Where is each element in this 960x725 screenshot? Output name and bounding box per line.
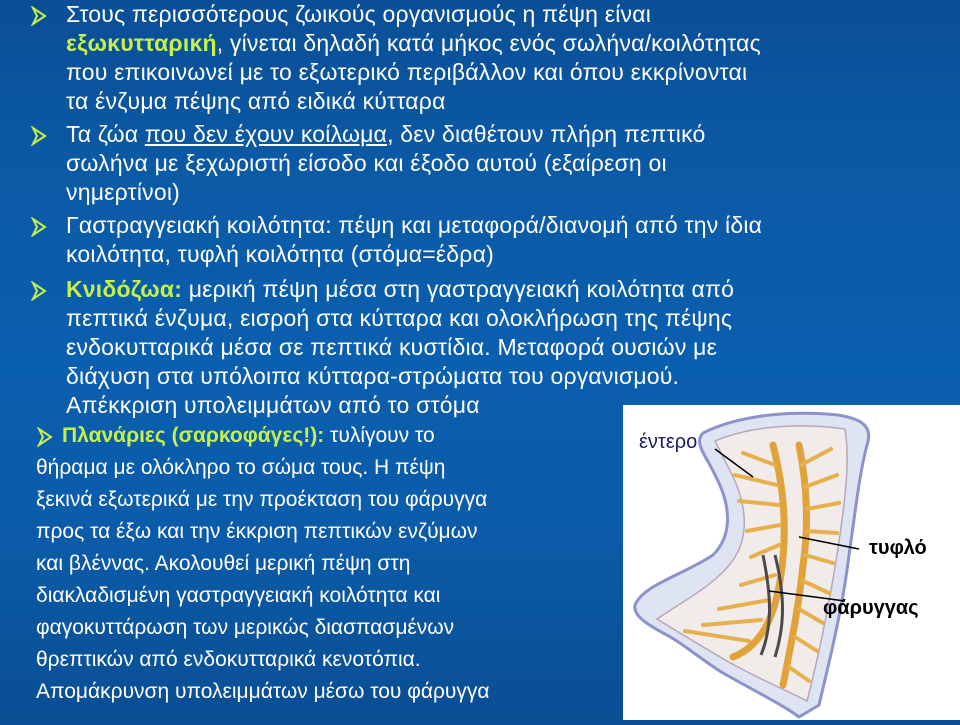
text-line: διακλαδισμένη γαστραγγειακή κοιλότητα και bbox=[36, 584, 441, 607]
text-line: θήραμα με ολόκληρο το σώμα τους. Η πέψη bbox=[36, 456, 446, 479]
text-line: Απέκκριση υπολειμμάτων από το στόμα bbox=[66, 392, 480, 418]
text-line: Κνιδόζωα: μερική πέψη μέσα στη γαστραγγειακή κοιλότητα από bbox=[66, 276, 735, 302]
arrow-bullet-icon bbox=[30, 217, 48, 237]
text-line: προς τα έξω και την έκκριση πεπτικών ενζύμων bbox=[36, 520, 478, 543]
highlight-term: εξωκυτταρική bbox=[66, 30, 217, 56]
planarian-diagram bbox=[623, 405, 960, 720]
text-line: πεπτικά ένζυμα, εισροή στα κύτταρα και ολοκλήρωση της πέψης bbox=[66, 305, 733, 331]
text-line: νημερτίνοι) bbox=[66, 179, 181, 205]
text-line: Στους περισσότερους ζωικούς οργανισμούς η πέψη είναι bbox=[66, 1, 652, 27]
text-line: κοιλότητα, τυφλή κοιλότητα (στόμα=έδρα) bbox=[66, 241, 494, 267]
text-line: φαγοκυττάρωση των μερικώς διασπασμένων bbox=[36, 616, 455, 639]
text-line: διάχυση στα υπόλοιπα κύτταρα-στρώματα του οργανισμού. bbox=[66, 363, 680, 389]
arrow-bullet-icon bbox=[30, 281, 48, 301]
label-pharynx: φάρυγγας bbox=[823, 597, 919, 619]
text-line: και βλέννας. Ακολουθεί μερική πέψη στη bbox=[36, 552, 411, 575]
arrow-bullet-icon bbox=[30, 6, 48, 26]
text-line: ενδοκυτταρικά μέσα σε πεπτικά κυστίδια. Μεταφορά ουσιών με bbox=[66, 334, 718, 360]
label-blind-sac: τυφλό bbox=[869, 537, 927, 559]
label-gut: έντερο bbox=[639, 431, 698, 453]
text-line: θρεπτικών από ενδοκυτταρικά κενοτόπια. bbox=[36, 648, 421, 671]
highlight-term: Κνιδόζωα: bbox=[66, 276, 183, 302]
text-line: ξεκινά εξωτερικά με την προέκταση του φάρυγγα bbox=[36, 488, 488, 511]
text-line: Τα ζώα που δεν έχουν κοίλωμα, δεν διαθέτουν πλήρη πεπτικό bbox=[66, 121, 706, 147]
text-line: σωλήνα με ξεχωριστή είσοδο και έξοδο αυτού (εξαίρεση οι bbox=[66, 150, 667, 176]
text-line: εξωκυτταρική, γίνεται δηλαδή κατά μήκος ενός σωλήνα/κοιλότητας bbox=[66, 30, 761, 56]
highlight-term: Πλανάριες (σαρκοφάγες!): bbox=[62, 424, 325, 447]
underlined-term: που δεν έχουν κοίλωμα bbox=[144, 121, 388, 147]
arrow-bullet-icon bbox=[36, 427, 54, 447]
arrow-bullet-icon bbox=[30, 126, 48, 146]
text-line: τα ένζυμα πέψης από ειδικά κύτταρα bbox=[66, 88, 446, 114]
text-line: Απομάκρυνση υπολειμμάτων μέσω του φάρυγγα bbox=[36, 680, 490, 703]
text-line: που επικοινωνεί με το εξωτερικό περιβάλλον και όπου εκκρίνονται bbox=[66, 59, 748, 85]
text-line: Πλανάριες (σαρκοφάγες!): τυλίγουν το bbox=[62, 424, 435, 447]
text-line: Γαστραγγειακή κοιλότητα: πέψη και μεταφορά/διανομή από την ίδια bbox=[66, 212, 763, 238]
